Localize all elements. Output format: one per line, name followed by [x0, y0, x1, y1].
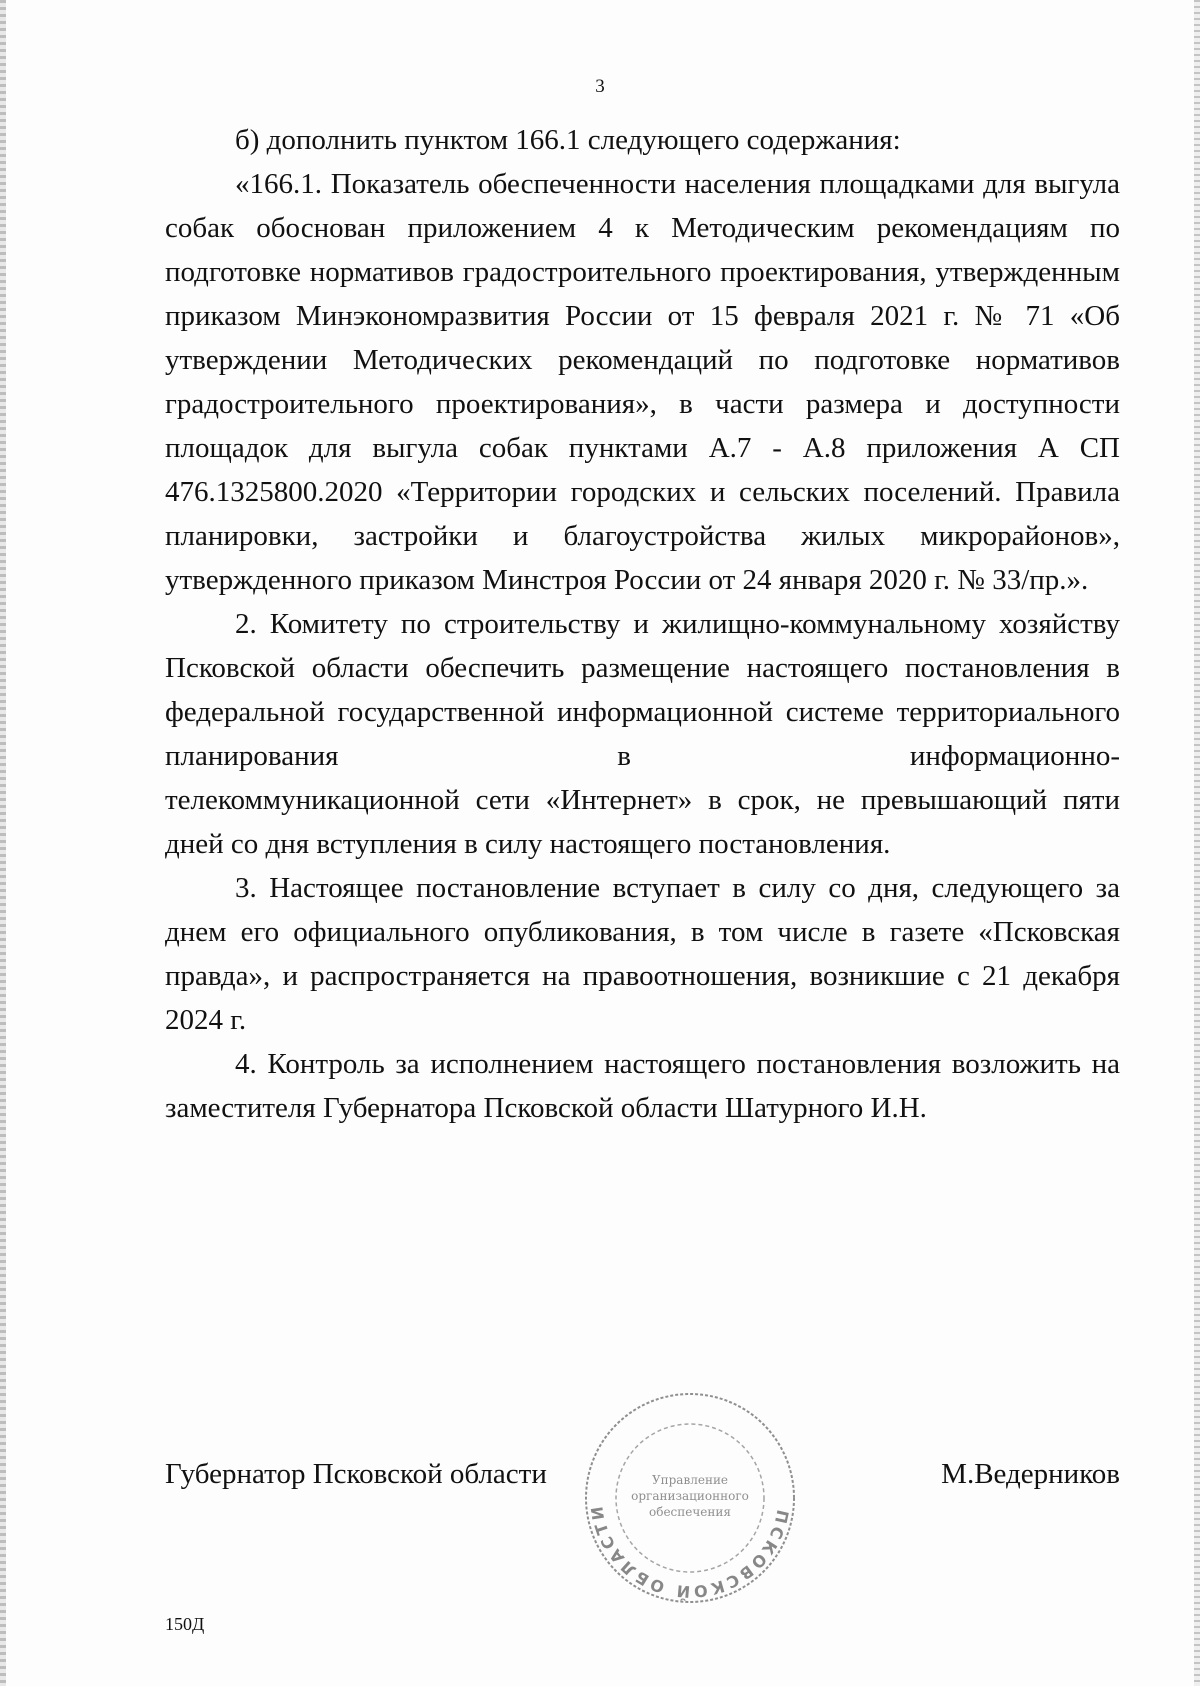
- seal-outer-text: ПСКОВСКОЙ ОБЛАСТИ: [586, 1502, 793, 1602]
- seal-inner-line-2: организационного: [631, 1489, 749, 1503]
- paragraph-4: 4. Контроль за исполнением настоящего постановления возложить на заместителя Губернатора Псковской области Шатурного И.Н.: [165, 1048, 1120, 1124]
- document-code: 150Д: [165, 1614, 205, 1634]
- document-body: [165, 118, 1120, 1130]
- seal-inner-line-3: обеспечения: [649, 1505, 731, 1519]
- signatory-name: М.Ведерников: [941, 1458, 1120, 1490]
- paragraph-166-1: «166.1. Показатель обеспеченности населения площадками для выгула собак обоснован приложением 4 к Методическим рекомендациям по подготовке нормативов градостроительного проектирования, утвержденным приказом Минэкономразвития России от 15 февраля 2021 г. № 71 «Об утверждении Методических рекомендаций по подготовке нормативов градостроительного проектирования», в части размера и доступности площадок для выгула собак пунктами А.7 - А.8 приложения А СП 476.1325800.2020 «Территории городских и сельских поселений. Правила планировки, застройки и благоустройства жилых микрорайонов», утвержденного приказом Минстроя России от 24 января 2020 г. № 33/пр.».: [165, 168, 1120, 596]
- seal-inner-line-1: Управление: [651, 1473, 729, 1487]
- signature-title: Губернатор Псковской области: [165, 1458, 547, 1490]
- scan-edge-left: [0, 0, 6, 1686]
- scan-edge-right: [1194, 0, 1200, 1686]
- paragraph-2: 2. Комитету по строительству и жилищно-коммунальному хозяйству Псковской области обеспечить размещение настоящего постановления в федеральной государственной информационной системе территориального планирования в информационно-: [165, 608, 1120, 772]
- page-number: 3: [595, 76, 605, 97]
- paragraph-b: б) дополнить пунктом 166.1 следующего содержания:: [235, 124, 901, 156]
- paragraph-2-continuation: телекоммуникационной сети «Интернет» в срок, не превышающий пяти дней со дня вступления в силу настоящего постановления.: [165, 784, 1120, 860]
- paragraph-3: 3. Настоящее постановление вступает в силу со дня, следующего за днем его официального опубликования, в том числе в газете «Псковская правда», и распространяется на правоотношения, возникшие с 21 декабря 2024 г.: [165, 872, 1120, 1036]
- official-seal: [578, 1386, 802, 1610]
